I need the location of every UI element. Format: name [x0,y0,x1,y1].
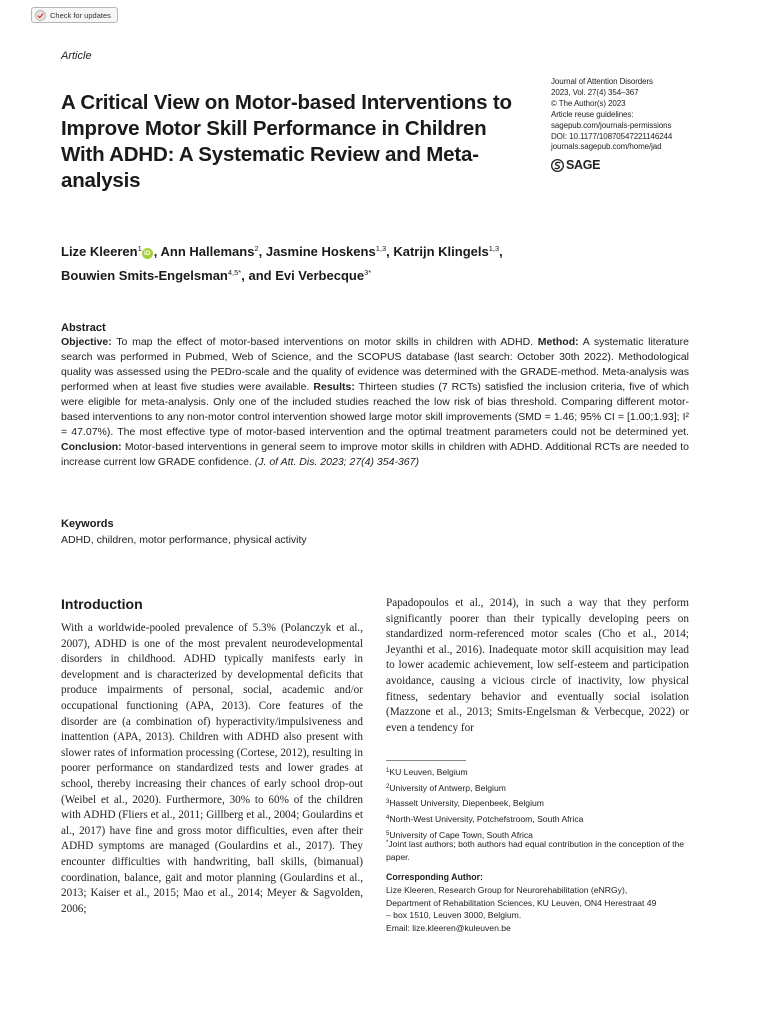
abstract-heading: Abstract [61,322,106,334]
affiliation-list [386,764,583,843]
affiliation-text: Hasselt University, Diepenbeek, Belgium [389,798,544,809]
affiliation-sup: 5 [386,830,390,837]
author-affiliation-sup: 2 [254,244,259,253]
author-separator: , [153,244,161,259]
author-name[interactable]: Lize Kleeren [61,244,138,259]
conclusion-label: Conclusion: [61,441,122,453]
check-for-updates-button[interactable] [31,7,118,23]
journal-homepage-link[interactable]: journals.sagepub.com/home/jad [551,142,662,152]
objective-label: Objective: [61,336,112,348]
author-name[interactable]: Bouwien Smits-Engelsman [61,268,228,283]
joint-note-sup: * [386,840,389,846]
copyright-line: © The Author(s) 2023 [551,98,626,108]
affiliation-sup: 1 [386,768,390,774]
affiliation-item [386,764,583,780]
author-affiliation-sup: 1 [137,244,142,253]
journal-info [551,77,672,153]
reuse-guidelines-label: Article reuse guidelines: [551,109,634,119]
corresponding-email-link[interactable]: Email: lize.kleeren@kuleuven.be [386,922,511,933]
sage-logo [551,158,600,172]
keywords-heading: Keywords [61,518,114,530]
affiliation-item [386,811,583,827]
method-text: A systematic literature search was performed in Pubmed, Web of Science, and the SCOPUS database (last search: October 30th 2022). Methodological quality was assessed using the PEDro-scale and the quality of evidence was determined with the GRADE-method. Meta-analysis was performed when at least five studies were available. [61,336,689,393]
orcid-icon[interactable]: iD [142,248,153,259]
introduction-left-column: With a worldwide-pooled prevalence of 5.3% (Polanczyk et al., 2007), ADHD is one of the most prevalent neurodevelopmental disorders in childhood. ADHD typically manifests early in development and is characterized by developmental deficits that produce impairments of personal, social, academic and/or occupational functioning (APA, 2013). Core features of the disorder are (a combination of) hyperactivity/impulsiveness and inattention (APA, 2013). Children with ADHD also present with slower rates of information processing (Cortese, 2012), resulting in poorer performance on standardized tests and lower grades at school, thereby increasing their chances of early school drop-out (Weibel et al., 2020). Furthermore, 30% to 60% of the children with ADHD (Fliers et al., 2011; Gillberg et al., 2004; Goulardins et al., 2017) have fine and gross motor difficulties, even after their ADHD symptoms are managed (Goulardins et al., 2017). They encounter difficulties with handwriting, ball skills, (bimanual) coordination, balance, gait and motor planning (Goulardins et al., 2013; Kaiser et al., 2015; Mao et al., 2014; Meyer & Sagvolden, 2006; [61,622,363,915]
joint-note-text: Joint last authors; both authors had equal contribution in the conception of the paper. [386,839,685,862]
introduction-heading: Introduction [61,596,143,612]
author-separator: , [499,244,503,259]
affiliation-sup: 2 [386,783,390,790]
affiliation-sup: 3 [386,799,390,806]
joint-authors-note [386,837,686,863]
permissions-link[interactable]: sagepub.com/journals-permissions [551,120,672,130]
conclusion-text: Motor-based interventions in general seem to improve motor skills in children with ADHD. Additional RCTs are needed to increase current low GRADE confidence. [61,441,689,468]
author-name[interactable]: Jasmine Hoskens [265,244,376,259]
author-name[interactable]: Katrijn Klingels [393,244,489,259]
affiliation-text: KU Leuven, Belgium [389,767,468,777]
author-affiliation-sup: 1,3 [488,244,500,253]
crossmark-icon [35,10,46,21]
affiliation-sup: 4 [386,815,390,822]
article-title: A Critical View on Motor-based Interventions to Improve Motor Skill Performance in Children With ADHD: A Systematic Review and Meta-analysis [61,91,512,192]
journal-name: Journal of Attention Disorders [551,77,653,86]
method-label: Method: [537,336,579,348]
affiliation-item [386,780,583,796]
author-affiliation-sup: 3* [364,268,372,277]
corresponding-name-line: Lize Kleeren, Research Group for Neurorehabilitation (eNRGy), [386,885,628,895]
journal-volume: 2023, Vol. 27(4) 354–367 [551,87,639,97]
author-list [61,238,621,286]
sage-swirl-icon [551,159,564,172]
author-affiliation-sup: 1,3 [375,244,387,253]
results-text: Thirteen studies (7 RCTs) satisfied the inclusion criteria, five of which were eligible for meta-analysis. Only one of the included studies reached the low risk of bias threshold. Comparing different motor-based interventions to any non-motor control intervention showed large motor skill improvements (SMD = 1.46; 95% CI = [1.00;1.93]; I² = 47.07%). The most effective type of motor-based intervention and the optimal treatment parameters could not be determined yet. [61,381,689,438]
affiliation-text: North-West University, Potchefstroom, South Africa [389,814,584,825]
introduction-right-column: Papadopoulos et al., 2014), in such a way that they perform significantly poorer than their typically developing peers on standardized norm-referenced motor scales (Cho et al., 2014; Jeyanthi et al., 2016). Inadequate motor skill acquisition may lead to lower academic achievement, low self-esteem and participation avoidance, causing a vicious circle of inactivity, low physical fitness, sedentary behavior and eventually social isolation (Mazzone et al., 2013; Smits-Engelsman & Verbecque, 2022) or even a tendency for [386,597,689,734]
author-name[interactable]: Evi Verbecque [275,268,365,283]
results-label: Results: [313,381,355,393]
check-for-updates-label: Check for updates [50,10,111,20]
corresponding-author-heading: Corresponding Author: [386,872,483,882]
objective-text: To map the effect of motor-based interventions on motor skills in children with ADHD. [111,336,538,348]
doi-link[interactable]: DOI: 10.1177/10870547221146244 [551,131,673,141]
abstract-body [61,335,689,470]
affiliation-text: University of Antwerp, Belgium [389,782,506,793]
author-separator: , [386,244,394,259]
affiliation-item [386,795,583,811]
article-type-label: Article [61,50,92,62]
footnote-divider [386,760,466,761]
author-separator: , [258,244,266,259]
affiliation-text: University of Cape Town, South Africa [389,829,533,840]
abstract-citation: (J. of Att. Dis. 2023; 27(4) 354-367) [254,456,419,468]
sage-wordmark: SAGE [566,158,601,172]
author-name[interactable]: Ann Hallemans [160,244,255,259]
corresponding-address-line: – box 1510, Leuven 3000, Belgium. [386,910,522,920]
author-affiliation-sup: 4,5* [227,268,242,277]
corresponding-author-details [386,884,691,934]
keywords-list: ADHD, children, motor performance, physical activity [61,534,307,546]
author-separator: , and [241,268,276,283]
corresponding-address-line: Department of Rehabilitation Sciences, KU Leuven, ON4 Herestraat 49 [386,897,657,908]
